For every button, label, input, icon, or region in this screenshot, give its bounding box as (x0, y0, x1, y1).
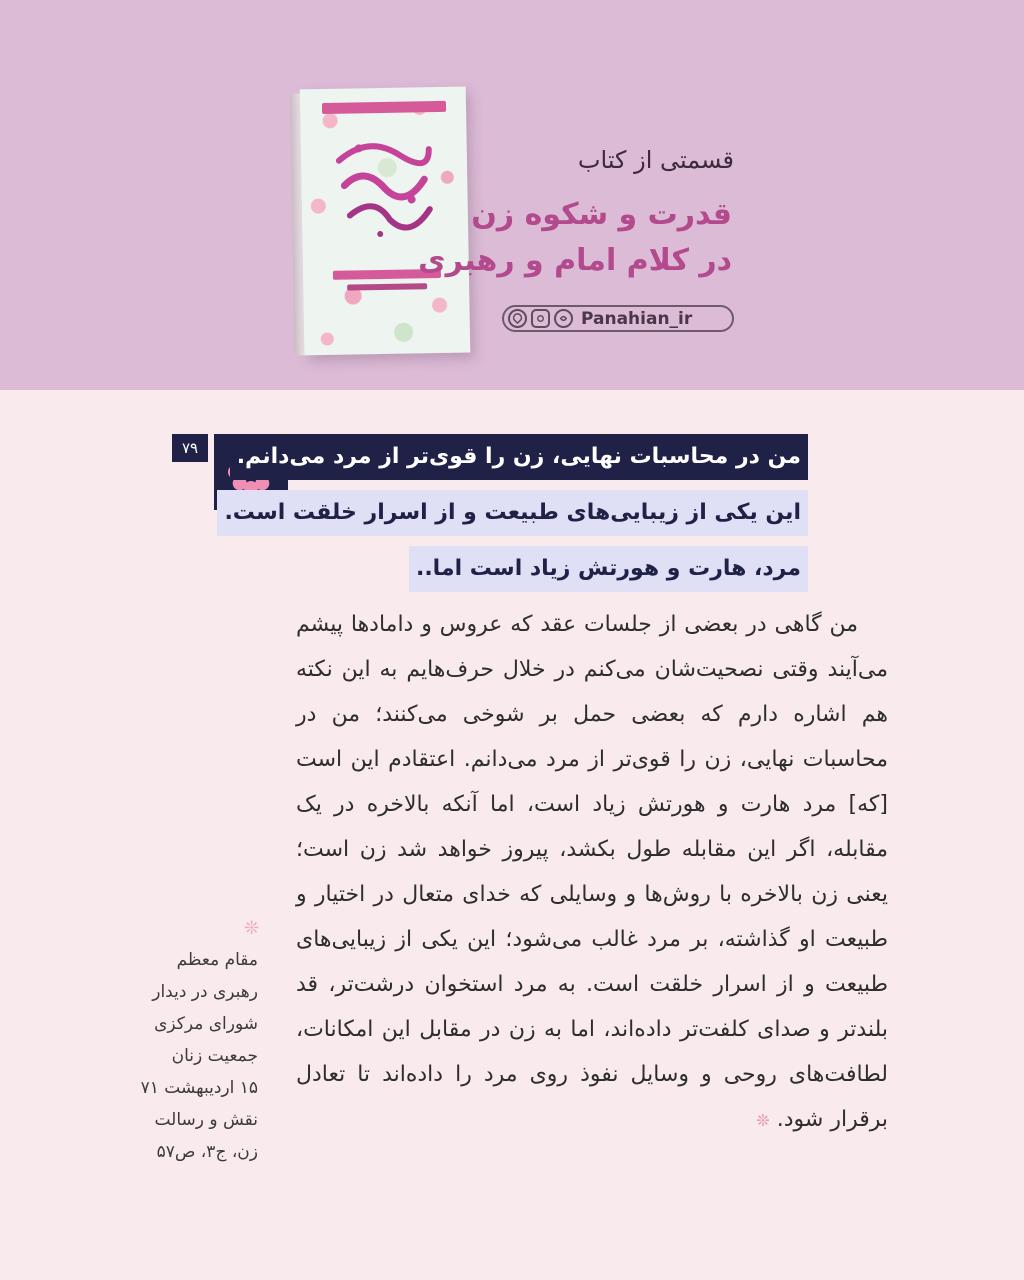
intro-text: قسمتی از کتاب (577, 146, 734, 174)
social-handle-badge[interactable] (502, 305, 734, 332)
social-handle-text: Panahian_ir (581, 308, 693, 329)
note-flower-icon: ❊ (244, 918, 260, 939)
source-note (118, 944, 258, 1168)
book-title-line-1: قدرت و شکوه زن (471, 197, 732, 232)
eitaa-icon[interactable] (554, 309, 573, 328)
page-number: ۷۹ (172, 434, 208, 462)
book-author-strip (322, 101, 446, 114)
source-note-line: زن، ج۳، ص۵۷ (156, 1142, 258, 1162)
source-note-line: شورای مرکزی (154, 1014, 258, 1034)
book-title (372, 192, 732, 284)
source-note-line: ۱۵ اردیبهشت ۷۱ (140, 1078, 258, 1098)
source-note-line: مقام معظم (176, 950, 258, 970)
body-text: من گاهی در بعضی از جلسات عقد که عروس و دامادها پیشم می‌آیند وقتی نصحیت‌شان می‌کنم در خلال حرف‌هایم به این نکته هم اشاره دارم که بعضی حمل بر شوخی می‌کنند؛ من در محاسبات نهایی، زن را قوی‌تر از مرد می‌دانم. اعتقادم این است [که] مرد هارت و هورتش زیاد است، اما آنکه بالاخره در یک مقابله، اگر این مقابله طول بکشد، پیروز خواهد شد زن است؛ یعنی زن بالاخره با روش‌ها و وسایلی که خدای متعال در اختیار و طبیعت او گذاشته، بر مرد غالب می‌شود؛ این یکی از زیبایی‌های طبیعت و از اسرار خلقت است. به مرد استخوان درشت‌تر، قد بلندتر و صدای کلفت‌تر داده‌اند، اما به زن در مقابل این امکانات، لطافت‌های روحی و وسایل نفوذ روی مرد را داده‌اند تا تعادل برقرار شود. (296, 612, 888, 1132)
quote-line-2: این یکی از زیبایی‌های طبیعت و از اسرار خلقت است. (217, 490, 808, 536)
book-publisher-strip (347, 283, 427, 290)
end-flower-icon: ❊ (756, 1111, 770, 1130)
header-banner (0, 0, 1024, 390)
source-note-line: رهبری در دیدار (152, 982, 258, 1002)
ravi-icon[interactable] (508, 309, 527, 328)
quote-line-3: مرد، هارت و هورتش زیاد است اما.. (409, 546, 808, 592)
instagram-icon[interactable] (531, 309, 550, 328)
quote-line-1: من در محاسبات نهایی، زن را قوی‌تر از مرد می‌دانم. (230, 434, 808, 480)
book-title-line-2: در کلام امام و رهبری (418, 243, 732, 278)
highlight-quote (224, 434, 808, 602)
source-note-line: نقش و رسالت (154, 1110, 258, 1130)
body-paragraph (296, 602, 888, 1143)
source-note-line: جمعیت زنان (171, 1046, 258, 1066)
